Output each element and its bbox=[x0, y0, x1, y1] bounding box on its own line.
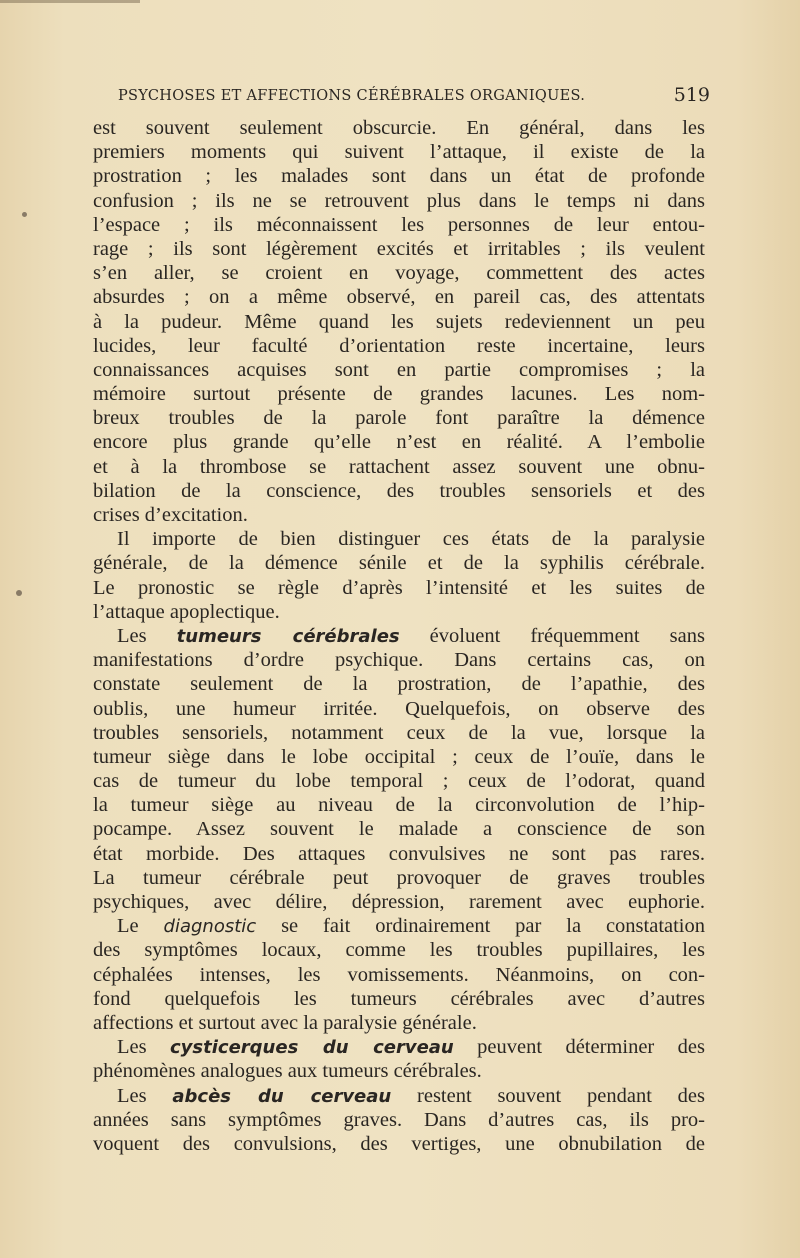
line-text: bilation de la conscience, des troubles sensoriels et des bbox=[93, 479, 705, 502]
line-text: oublis, une humeur irritée. Quelquefois, on observe des bbox=[93, 697, 705, 720]
line-text: mémoire surtout présente de grandes lacunes. Les nom- bbox=[93, 383, 705, 406]
text-line bbox=[93, 1108, 705, 1132]
text-line bbox=[93, 697, 705, 721]
text-line bbox=[93, 140, 705, 164]
text-line bbox=[93, 285, 705, 309]
line-text: encore plus grande qu’elle n’est en réalité. A l’embolie bbox=[93, 431, 705, 454]
text-line bbox=[93, 213, 705, 237]
line-text: confusion ; ils ne se retrouvent plus dans le temps ni dans bbox=[93, 189, 705, 212]
line-text: l’espace ; ils méconnaissent les personnes de leur entou- bbox=[93, 213, 705, 236]
line-text: voquent des convulsions, des vertiges, une obnubilation de bbox=[93, 1132, 705, 1155]
line-text: et à la thrombose se rattachent assez souvent une obnu- bbox=[93, 455, 705, 478]
text-line bbox=[93, 455, 705, 479]
text-line bbox=[93, 479, 705, 503]
text-line bbox=[93, 914, 705, 938]
line-text: la tumeur siège au niveau de la circonvolution de l’hip- bbox=[93, 794, 705, 817]
text-line bbox=[93, 963, 705, 987]
text-line bbox=[93, 987, 705, 1011]
running-title: PSYCHOSES ET AFFECTIONS CÉRÉBRALES ORGANIQUES. bbox=[118, 88, 586, 104]
top-edge-rule bbox=[0, 0, 140, 3]
text-line bbox=[93, 310, 705, 334]
text-line bbox=[93, 527, 705, 551]
line-text: Le pronostic se règle d’après l’intensité et les suites de bbox=[93, 576, 705, 599]
line-text: psychiques, avec délire, dépression, rarement avec euphorie. bbox=[93, 891, 705, 913]
line-text: années sans symptômes graves. Dans d’autres cas, ils pro- bbox=[93, 1108, 705, 1131]
text-line bbox=[93, 189, 705, 213]
text-line bbox=[93, 866, 705, 890]
line-text: état morbide. Des attaques convulsives ne sont pas rares. bbox=[93, 842, 705, 865]
line-text: est souvent seulement obscurcie. En général, dans les bbox=[93, 117, 705, 139]
body-text bbox=[93, 116, 705, 1156]
line-text: restent souvent pendant des bbox=[391, 1084, 705, 1107]
line-text: manifestations d’ordre psychique. Dans certains cas, on bbox=[93, 649, 705, 672]
text-line bbox=[93, 551, 705, 575]
text-line bbox=[93, 648, 705, 672]
line-text: générale, de la démence sénile et de la syphilis cérébrale. bbox=[93, 552, 705, 575]
text-line bbox=[93, 430, 705, 454]
text-line bbox=[93, 769, 705, 793]
text-line bbox=[93, 842, 705, 866]
line-text: La tumeur cérébrale peut provoquer de graves troubles bbox=[93, 866, 705, 889]
line-text: absurdes ; on a même observé, en pareil cas, des attentats bbox=[93, 286, 705, 309]
line-text: Les bbox=[117, 624, 177, 647]
text-line bbox=[93, 745, 705, 769]
text-line bbox=[93, 721, 705, 745]
line-text: l’attaque apoplectique. bbox=[93, 600, 280, 623]
text-line bbox=[93, 406, 705, 430]
line-text: tumeur siège dans le lobe occipital ; ceux de l’ouïe, dans le bbox=[93, 745, 705, 768]
line-text: premiers moments qui suivent l’attaque, il existe de la bbox=[93, 141, 705, 164]
line-text: breux troubles de la parole font paraître la démence bbox=[93, 407, 705, 430]
line-text: lucides, leur faculté d’orientation reste incertaine, leurs bbox=[93, 334, 705, 357]
margin-speck bbox=[22, 212, 27, 217]
line-text: cas de tumeur du lobe temporal ; ceux de l’odorat, quand bbox=[93, 770, 705, 793]
text-line bbox=[93, 890, 705, 914]
text-line bbox=[93, 116, 705, 140]
line-text: constate seulement de la prostration, de l’apathie, des bbox=[93, 673, 705, 696]
line-text: Les bbox=[117, 1084, 173, 1107]
line-text: à la pudeur. Même quand les sujets redeviennent un peu bbox=[93, 310, 705, 333]
text-line bbox=[93, 600, 705, 624]
text-line bbox=[93, 382, 705, 406]
line-text: se fait ordinairement par la constatation bbox=[256, 915, 705, 938]
text-line bbox=[93, 1035, 705, 1059]
line-text: fond quelquefois les tumeurs cérébrales avec d’autres bbox=[93, 987, 705, 1010]
line-text: peuvent déterminer des bbox=[453, 1036, 705, 1059]
text-line bbox=[93, 938, 705, 962]
line-text: pocampe. Assez souvent le malade a conscience de son bbox=[93, 818, 705, 841]
text-line bbox=[93, 1132, 705, 1156]
text-line bbox=[93, 164, 705, 188]
line-text: céphalées intenses, les vomissements. Néanmoins, on con- bbox=[93, 963, 705, 986]
text-line bbox=[93, 624, 705, 648]
text-line bbox=[93, 1084, 705, 1108]
text-line bbox=[93, 334, 705, 358]
text-line bbox=[93, 672, 705, 696]
line-text: évoluent fréquemment sans bbox=[399, 624, 705, 647]
line-text: crises d’excitation. bbox=[93, 504, 248, 526]
page-number: 519 bbox=[673, 84, 710, 106]
line-text: Les bbox=[117, 1036, 171, 1059]
line-text: Il importe de bien distinguer ces états de la paralysie bbox=[117, 528, 705, 551]
line-text: affections et surtout avec la paralysie générale. bbox=[93, 1011, 477, 1034]
line-text: s’en aller, se croient en voyage, commettent des actes bbox=[93, 262, 705, 285]
text-line bbox=[93, 261, 705, 285]
keyword-heading: tumeurs cérébrales bbox=[176, 625, 400, 647]
text-line bbox=[93, 576, 705, 600]
line-text: troubles sensoriels, notamment ceux de la vue, lorsque la bbox=[93, 721, 705, 744]
line-text: prostration ; les malades sont dans un état de profonde bbox=[93, 165, 705, 188]
text-line bbox=[93, 1059, 705, 1083]
text-line bbox=[93, 237, 705, 261]
line-text: Le bbox=[117, 915, 164, 938]
text-line bbox=[93, 817, 705, 841]
keyword-heading: abcès du cerveau bbox=[172, 1085, 392, 1107]
line-text: phénomènes analogues aux tumeurs cérébrales. bbox=[93, 1060, 482, 1083]
keyword-heading: cysticerques du cerveau bbox=[170, 1037, 454, 1059]
text-line bbox=[93, 503, 705, 527]
text-line bbox=[93, 358, 705, 382]
italic-term: diagnostic bbox=[163, 916, 257, 938]
text-line bbox=[93, 1011, 705, 1035]
margin-speck bbox=[16, 590, 22, 596]
line-text: des symptômes locaux, comme les troubles pupillaires, les bbox=[93, 939, 705, 962]
line-text: connaissances acquises sont en partie compromises ; la bbox=[93, 358, 705, 381]
running-header bbox=[118, 84, 710, 110]
line-text: rage ; ils sont légèrement excités et irritables ; ils veulent bbox=[93, 237, 705, 260]
text-line bbox=[93, 793, 705, 817]
